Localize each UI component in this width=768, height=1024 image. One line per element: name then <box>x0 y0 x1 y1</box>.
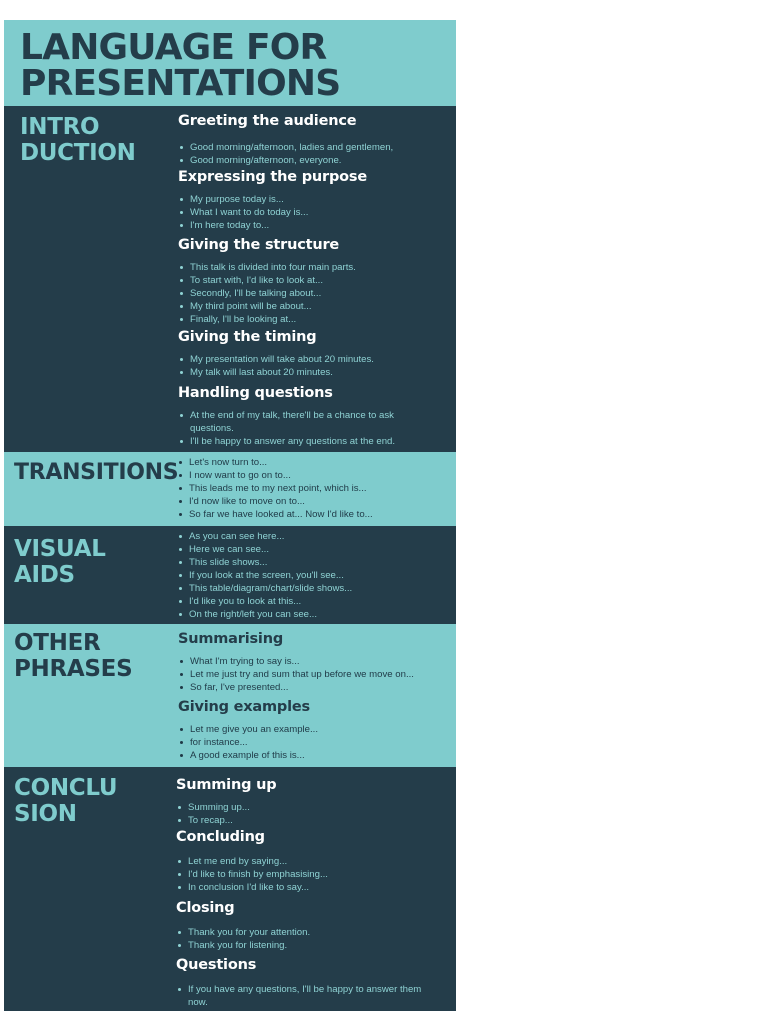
list-item: If you look at the screen, you'll see... <box>177 569 449 582</box>
list-item: So far we have looked at... Now I'd like to... <box>177 508 449 521</box>
section-introduction <box>4 106 456 452</box>
list-item: Let me just try and sum that up before we move on... <box>178 668 450 681</box>
list-item: This leads me to my next point, which is... <box>177 482 449 495</box>
list-item: I'd like to finish by emphasising... <box>176 868 448 881</box>
list-item: My talk will last about 20 minutes. <box>178 366 450 379</box>
block-closing <box>176 898 448 952</box>
list-item: Let's now turn to... <box>177 456 449 469</box>
infographic <box>4 20 456 1011</box>
list-item: On the right/left you can see... <box>177 608 449 621</box>
list-item: Here we can see... <box>177 543 449 556</box>
list-item: I now want to go on to... <box>177 469 449 482</box>
block-heading: Concluding <box>176 829 265 845</box>
block-final-questions <box>176 955 448 1009</box>
list-item: As you can see here... <box>177 530 449 543</box>
page-title <box>20 27 341 104</box>
list-item: My purpose today is... <box>178 193 450 206</box>
title-band <box>4 20 456 106</box>
block-timing <box>178 327 450 379</box>
section-label-other-phrases: OTHER PHRASES <box>14 630 133 682</box>
list-item: If you have any questions, I'll be happy to answer them now. <box>176 983 440 1009</box>
list-item: Finally, I'll be looking at... <box>178 313 450 326</box>
list-item: Good morning/afternoon, everyone. <box>178 154 450 167</box>
list-item: This talk is divided into four main parts. <box>178 261 450 274</box>
block-heading: Summarising <box>178 631 283 647</box>
list-item: My presentation will take about 20 minutes. <box>178 353 450 366</box>
list-item: I'd like you to look at this... <box>177 595 449 608</box>
list-item: Thank you for your attention. <box>176 926 448 939</box>
phrase-list <box>176 926 448 952</box>
phrase-list <box>178 655 450 694</box>
phrase-list <box>178 141 450 167</box>
list-item: My third point will be about... <box>178 300 450 313</box>
list-item: I'd now like to move on to... <box>177 495 449 508</box>
section-conclusion <box>4 767 456 1011</box>
list-item: Let me give you an example... <box>178 723 450 736</box>
list-item: At the end of my talk, there'll be a chance to ask questions. <box>178 409 430 435</box>
phrase-list <box>178 409 450 448</box>
phrase-list <box>177 530 449 621</box>
list-item: This table/diagram/chart/slide shows... <box>177 582 449 595</box>
list-item: Thank you for listening. <box>176 939 448 952</box>
list-item: Good morning/afternoon, ladies and gentlemen, <box>178 141 450 154</box>
block-summing-up <box>176 775 448 827</box>
list-item: This slide shows... <box>177 556 449 569</box>
section-label-conclusion: CONCLU SION <box>14 775 118 827</box>
list-item: In conclusion I'd like to say... <box>176 881 448 894</box>
list-item: To start with, I'd like to look at... <box>178 274 450 287</box>
block-examples <box>178 697 450 762</box>
list-item: Let me end by saying... <box>176 855 448 868</box>
section-label-visual-aids: VISUAL AIDS <box>14 536 106 588</box>
list-item: A good example of this is... <box>178 749 450 762</box>
phrase-list <box>178 723 450 762</box>
block-greeting <box>178 111 450 167</box>
block-heading: Summing up <box>176 777 277 793</box>
block-heading: Expressing the purpose <box>178 169 367 185</box>
block-structure <box>178 235 450 326</box>
block-heading: Giving the timing <box>178 329 317 345</box>
list-item: To recap... <box>176 814 448 827</box>
list-item: I'll be happy to answer any questions at the end. <box>178 435 450 448</box>
list-item: I'm here today to... <box>178 219 450 232</box>
title-line-2: PRESENTATIONS <box>20 63 341 104</box>
section-other-phrases <box>4 624 456 767</box>
phrase-list <box>178 353 450 379</box>
block-questions <box>178 383 450 448</box>
section-label-transitions: TRANSITIONS <box>14 460 179 485</box>
section-transitions <box>4 452 456 526</box>
block-heading: Handling questions <box>178 385 333 401</box>
phrase-list <box>176 801 448 827</box>
phrase-list <box>178 193 450 232</box>
block-summarising <box>178 629 450 694</box>
list-item: for instance... <box>178 736 450 749</box>
section-visual-aids <box>4 526 456 624</box>
visual-aids-content <box>177 526 449 621</box>
title-line-1: LANGUAGE FOR <box>20 27 327 68</box>
block-heading: Closing <box>176 900 235 916</box>
list-item: What I'm trying to say is... <box>178 655 450 668</box>
list-item: Summing up... <box>176 801 448 814</box>
list-item: Secondly, I'll be talking about... <box>178 287 450 300</box>
phrase-list <box>176 983 448 1009</box>
list-item: What I want to do today is... <box>178 206 450 219</box>
section-label-introduction: INTRO DUCTION <box>20 114 136 166</box>
phrase-list <box>178 261 450 326</box>
block-heading: Giving examples <box>178 699 310 715</box>
block-heading: Greeting the audience <box>178 113 357 129</box>
phrase-list <box>176 855 448 894</box>
block-heading: Giving the structure <box>178 237 340 253</box>
block-concluding <box>176 827 448 894</box>
phrase-list <box>177 456 449 521</box>
block-heading: Questions <box>176 957 257 973</box>
list-item: So far, I've presented... <box>178 681 450 694</box>
block-purpose <box>178 167 450 232</box>
transitions-content <box>177 452 449 521</box>
